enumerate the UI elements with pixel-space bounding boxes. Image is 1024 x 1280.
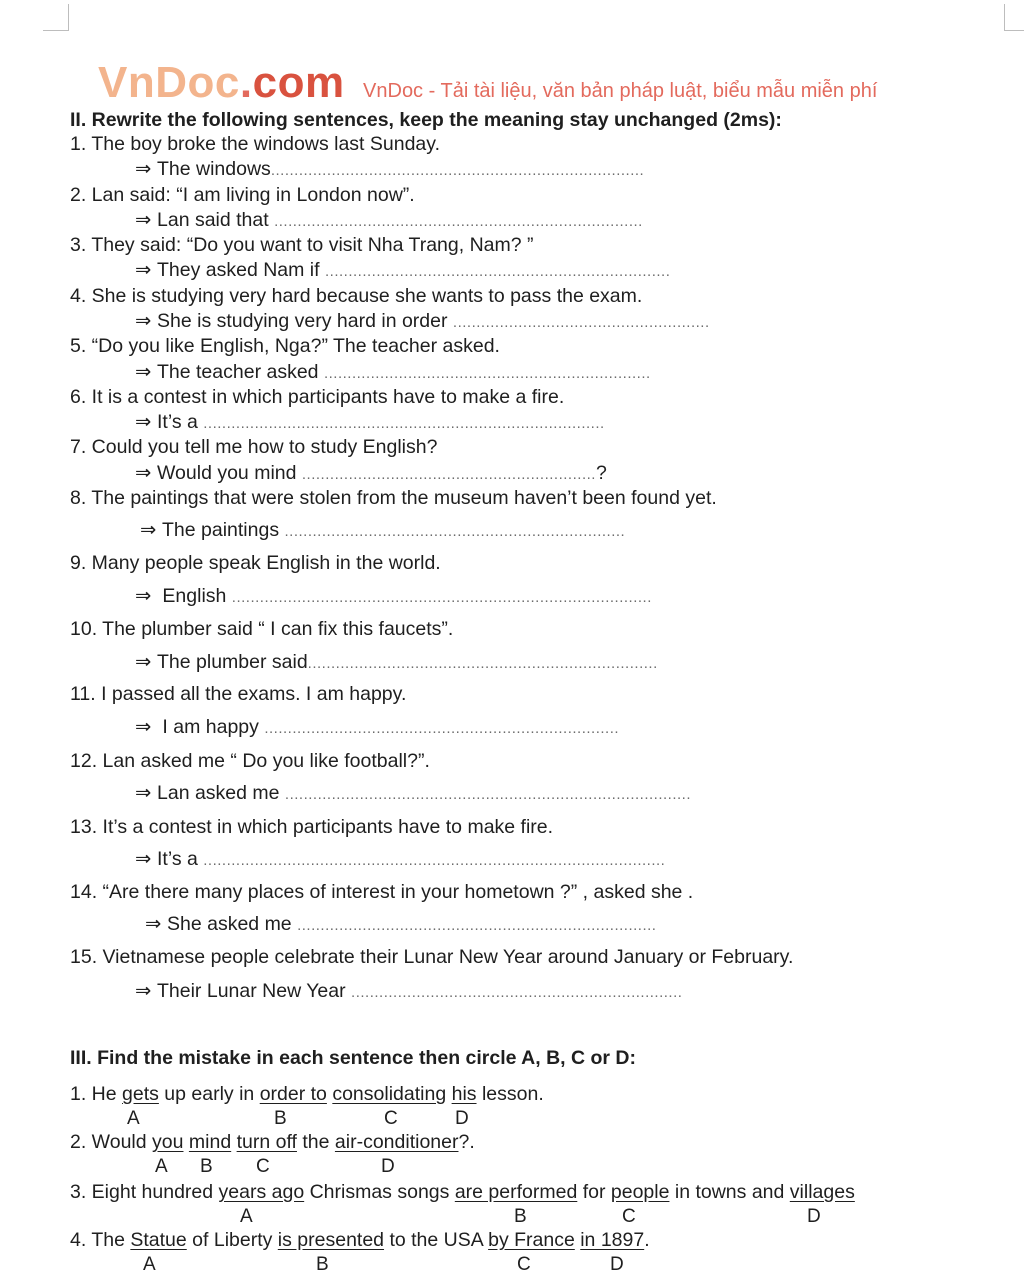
rewrite-answer-line-10 xyxy=(135,650,658,676)
rewrite-question-11: 11. I passed all the exams. I am happy. xyxy=(70,683,407,705)
arrow-icon: ⇒ xyxy=(135,310,152,332)
arrow-icon: ⇒ xyxy=(135,980,152,1002)
mistake-question-1: 1. He gets up early in order to consolidating his lesson. xyxy=(70,1083,544,1105)
arrow-icon: ⇒ xyxy=(135,361,152,383)
mistake-question-3: 3. Eight hundred years ago Chrismas songs are performed for people in towns and villages xyxy=(70,1181,855,1203)
q1-option-d[interactable]: D xyxy=(455,1108,469,1129)
crop-mark-top-left xyxy=(43,4,69,31)
arrow-icon: ⇒ xyxy=(135,209,152,231)
arrow-icon: ⇒ xyxy=(135,848,152,870)
rewrite-answer-line-3 xyxy=(135,258,670,284)
arrow-icon: ⇒ xyxy=(135,462,152,484)
rewrite-question-2: 2. Lan said: “I am living in London now”. xyxy=(70,184,415,206)
rewrite-question-3: 3. They said: “Do you want to visit Nha Trang, Nam? ” xyxy=(70,234,534,256)
rewrite-answer-line-6 xyxy=(135,410,605,436)
q3-option-c[interactable]: C xyxy=(622,1206,636,1227)
answer-blank[interactable]: ................................................................................ xyxy=(270,162,645,179)
answer-stem: She is studying very hard in order xyxy=(157,310,453,332)
rewrite-answer-line-5 xyxy=(135,360,651,386)
answer-stem: The paintings xyxy=(162,519,285,541)
q2-option-c[interactable]: C xyxy=(256,1156,270,1177)
answer-blank[interactable]: .......................................................................... xyxy=(324,263,671,280)
arrow-icon: ⇒ xyxy=(135,158,152,180)
q4-option-b[interactable]: B xyxy=(316,1254,329,1275)
rewrite-question-10: 10. The plumber said “ I can fix this faucets”. xyxy=(70,618,454,640)
answer-blank[interactable]: ............................................................... xyxy=(301,466,596,483)
rewrite-answer-line-11 xyxy=(135,715,619,741)
rewrite-answer-line-7 xyxy=(135,461,607,487)
arrow-icon: ⇒ xyxy=(135,782,152,804)
mistake-question-4: 4. The Statue of Liberty is presented to the USA by France in 1897. xyxy=(70,1229,650,1251)
vndoc-logo: VnDoc.com xyxy=(98,58,345,107)
q2-option-b[interactable]: B xyxy=(200,1156,213,1177)
q3-option-d[interactable]: D xyxy=(807,1206,821,1227)
crop-mark-top-right xyxy=(1004,4,1024,31)
rewrite-question-12: 12. Lan asked me “ Do you like football?”. xyxy=(70,750,430,772)
page-header xyxy=(98,58,877,108)
answer-stem: It’s a xyxy=(157,848,204,870)
answer-blank[interactable]: ......................................................................... xyxy=(284,523,626,540)
arrow-icon: ⇒ xyxy=(140,519,157,541)
rewrite-answer-line-2 xyxy=(135,208,643,234)
answer-stem: The teacher asked xyxy=(157,361,324,383)
answer-blank[interactable]: ........................................................................... xyxy=(307,655,658,672)
rewrite-question-7: 7. Could you tell me how to study English? xyxy=(70,436,438,458)
q4-option-a[interactable]: A xyxy=(143,1254,156,1275)
q2-option-d[interactable]: D xyxy=(381,1156,395,1177)
rewrite-answer-line-8 xyxy=(140,518,625,544)
answer-end: ? xyxy=(595,462,607,484)
rewrite-question-5: 5. “Do you like English, Nga?” The teacher asked. xyxy=(70,335,500,357)
q3-option-b[interactable]: B xyxy=(514,1206,527,1227)
rewrite-question-8: 8. The paintings that were stolen from the museum haven’t been found yet. xyxy=(70,487,717,509)
answer-blank[interactable]: ...................................................................... xyxy=(323,365,651,382)
answer-blank[interactable]: ............................................................................. xyxy=(297,917,657,934)
answer-stem: Lan asked me xyxy=(157,782,285,804)
rewrite-question-9: 9. Many people speak English in the world. xyxy=(70,552,441,574)
answer-blank[interactable]: ....................................................................................... xyxy=(284,786,691,803)
q1-option-b[interactable]: B xyxy=(274,1108,287,1129)
rewrite-question-14: 14. “Are there many places of interest in your hometown ?” , asked she . xyxy=(70,881,694,903)
section-3-title: III. Find the mistake in each sentence then circle A, B, C or D: xyxy=(70,1047,637,1069)
answer-blank[interactable]: ....................................................... xyxy=(452,314,710,331)
rewrite-question-13: 13. It’s a contest in which participants have to make fire. xyxy=(70,816,554,838)
answer-stem: Their Lunar New Year xyxy=(157,980,352,1002)
answer-blank[interactable]: ................................................................................................... xyxy=(203,852,666,869)
q2-option-a[interactable]: A xyxy=(155,1156,168,1177)
answer-stem: Would you mind xyxy=(157,462,302,484)
rewrite-answer-line-14 xyxy=(145,912,656,938)
rewrite-answer-line-13 xyxy=(135,847,665,873)
rewrite-answer-line-15 xyxy=(135,979,682,1005)
header-tagline: VnDoc - Tải tài liệu, văn bản pháp luật, biểu mẫu miễn phí xyxy=(363,80,878,102)
q4-option-d[interactable]: D xyxy=(610,1254,624,1275)
rewrite-question-15: 15. Vietnamese people celebrate their Lunar New Year around January or February. xyxy=(70,946,794,968)
answer-stem: The plumber said xyxy=(157,651,308,673)
answer-blank[interactable]: .......................................................................................... xyxy=(231,589,652,606)
mistake-question-2: 2. Would you mind turn off the air-conditioner?. xyxy=(70,1131,475,1153)
rewrite-question-6: 6. It is a contest in which participants have to make a fire. xyxy=(70,386,565,408)
q1-option-c[interactable]: C xyxy=(384,1108,398,1129)
rewrite-answer-line-9 xyxy=(135,584,652,610)
rewrite-answer-line-12 xyxy=(135,781,691,807)
arrow-icon: ⇒ xyxy=(135,585,152,607)
arrow-icon: ⇒ xyxy=(135,411,152,433)
answer-stem: Lan said that xyxy=(157,209,275,231)
q3-option-a[interactable]: A xyxy=(240,1206,253,1227)
answer-stem: She asked me xyxy=(167,913,298,935)
rewrite-question-1: 1. The boy broke the windows last Sunday. xyxy=(70,133,440,155)
answer-blank[interactable]: ....................................................................... xyxy=(351,984,683,1001)
arrow-icon: ⇒ xyxy=(135,651,152,673)
section-2-title: II. Rewrite the following sentences, keep the meaning stay unchanged (2ms): xyxy=(70,109,782,131)
arrow-icon: ⇒ xyxy=(145,913,162,935)
answer-blank[interactable]: ...................................................................................... xyxy=(203,415,605,432)
rewrite-answer-line-4 xyxy=(135,309,710,335)
answer-blank[interactable]: ............................................................................... xyxy=(274,213,643,230)
answer-stem: English xyxy=(157,585,232,607)
q4-option-c[interactable]: C xyxy=(517,1254,531,1275)
arrow-icon: ⇒ xyxy=(135,716,152,738)
rewrite-question-4: 4. She is studying very hard because she wants to pass the exam. xyxy=(70,285,643,307)
answer-stem: They asked Nam if xyxy=(157,259,325,281)
answer-stem: I am happy xyxy=(157,716,265,738)
answer-stem: It’s a xyxy=(157,411,204,433)
arrow-icon: ⇒ xyxy=(135,259,152,281)
answer-stem: The windows xyxy=(157,158,271,180)
answer-blank[interactable]: ............................................................................ xyxy=(264,720,620,737)
q1-option-a[interactable]: A xyxy=(127,1108,140,1129)
rewrite-answer-line-1 xyxy=(135,157,644,183)
